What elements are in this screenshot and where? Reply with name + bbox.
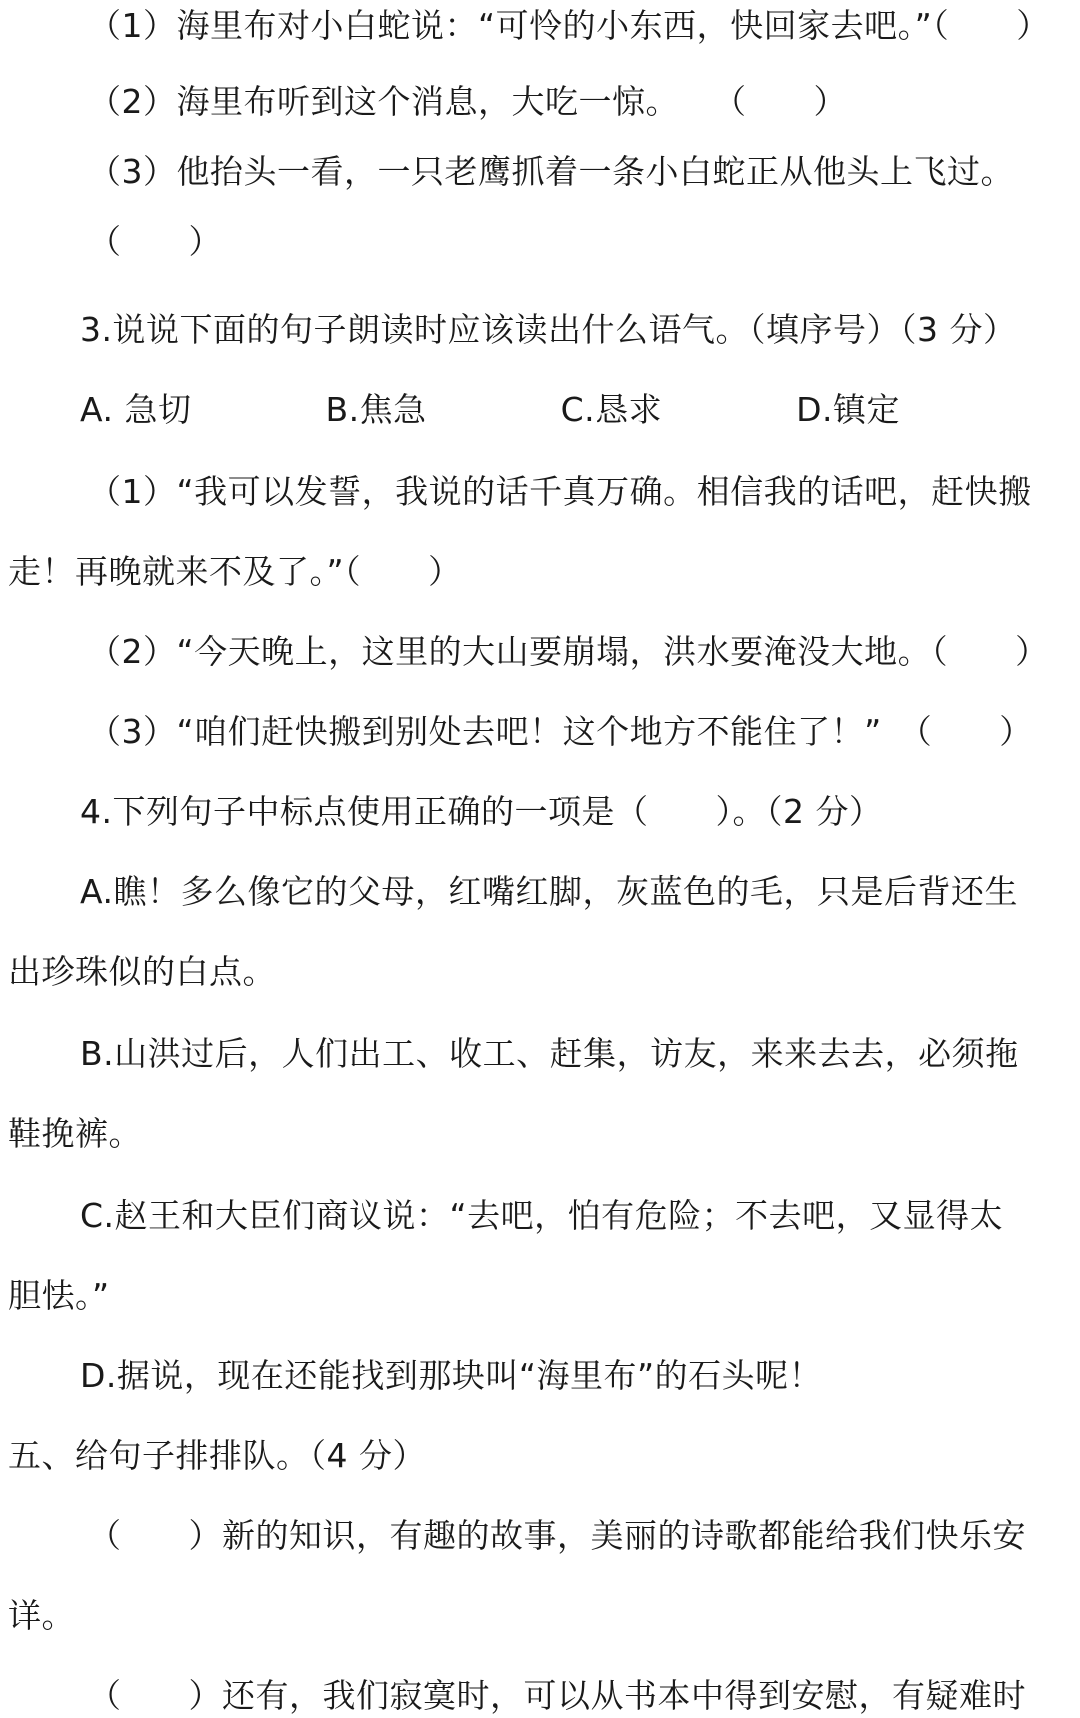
q2-item-1: （1）海里布对小白蛇说：“可怜的小东西，快回家去吧。”（ ） [88, 6, 1050, 45]
q4-option-a-cont: 出珍珠似的白点。 [8, 952, 276, 991]
q2-item-3: （3）他抬头一看，一只老鹰抓着一条小白蛇正从他头上飞过。 [88, 152, 1014, 191]
q3-item-2: （2）“今天晚上，这里的大山要崩塌，洪水要淹没大地。（ ） [88, 632, 1049, 671]
section-5-heading: 五、给句子排排队。（4 分） [8, 1436, 426, 1475]
q3-options: A. 急切 B.焦急 C.恳求 D.镇定 [80, 390, 901, 429]
q4-option-b: B.山洪过后，人们出工、收工、赶集，访友，来来去去，必须拖 [80, 1034, 1019, 1073]
q3-item-1-cont: 走！再晚就来不及了。”（ ） [8, 552, 462, 591]
q4-option-d: D.据说，现在还能找到那块叫“海里布”的石头呢！ [80, 1356, 823, 1395]
q3-item-1: （1）“我可以发誓，我说的话千真万确。相信我的话吧，赶快搬 [88, 472, 1032, 511]
section-5-item-1-cont: 详。 [8, 1596, 75, 1635]
q3-item-3: （3）“咱们赶快搬到别处去吧！这个地方不能住了！” （ ） [88, 712, 1033, 751]
q2-item-3-answer: （ ） [88, 222, 222, 261]
q4-heading: 4.下列句子中标点使用正确的一项是（ ）。（2 分） [80, 792, 883, 831]
q3-heading: 3.说说下面的句子朗读时应该读出什么语气。（填序号）（3 分） [80, 310, 1017, 349]
q4-option-b-cont: 鞋挽裤。 [8, 1114, 142, 1153]
q2-item-2: （2）海里布听到这个消息，大吃一惊。 （ ） [88, 82, 847, 121]
section-5-item-1: （ ）新的知识，有趣的故事，美丽的诗歌都能给我们快乐安 [88, 1516, 1026, 1555]
q4-option-c: C.赵王和大臣们商议说：“去吧，怕有危险；不去吧，又显得太 [80, 1196, 1004, 1235]
q4-option-a: A.瞧！多么像它的父母，红嘴红脚，灰蓝色的毛，只是后背还生 [80, 872, 1018, 911]
q4-option-c-cont: 胆怯。” [8, 1276, 110, 1315]
section-5-item-2: （ ）还有，我们寂寞时，可以从书本中得到安慰，有疑难时 [88, 1676, 1026, 1715]
